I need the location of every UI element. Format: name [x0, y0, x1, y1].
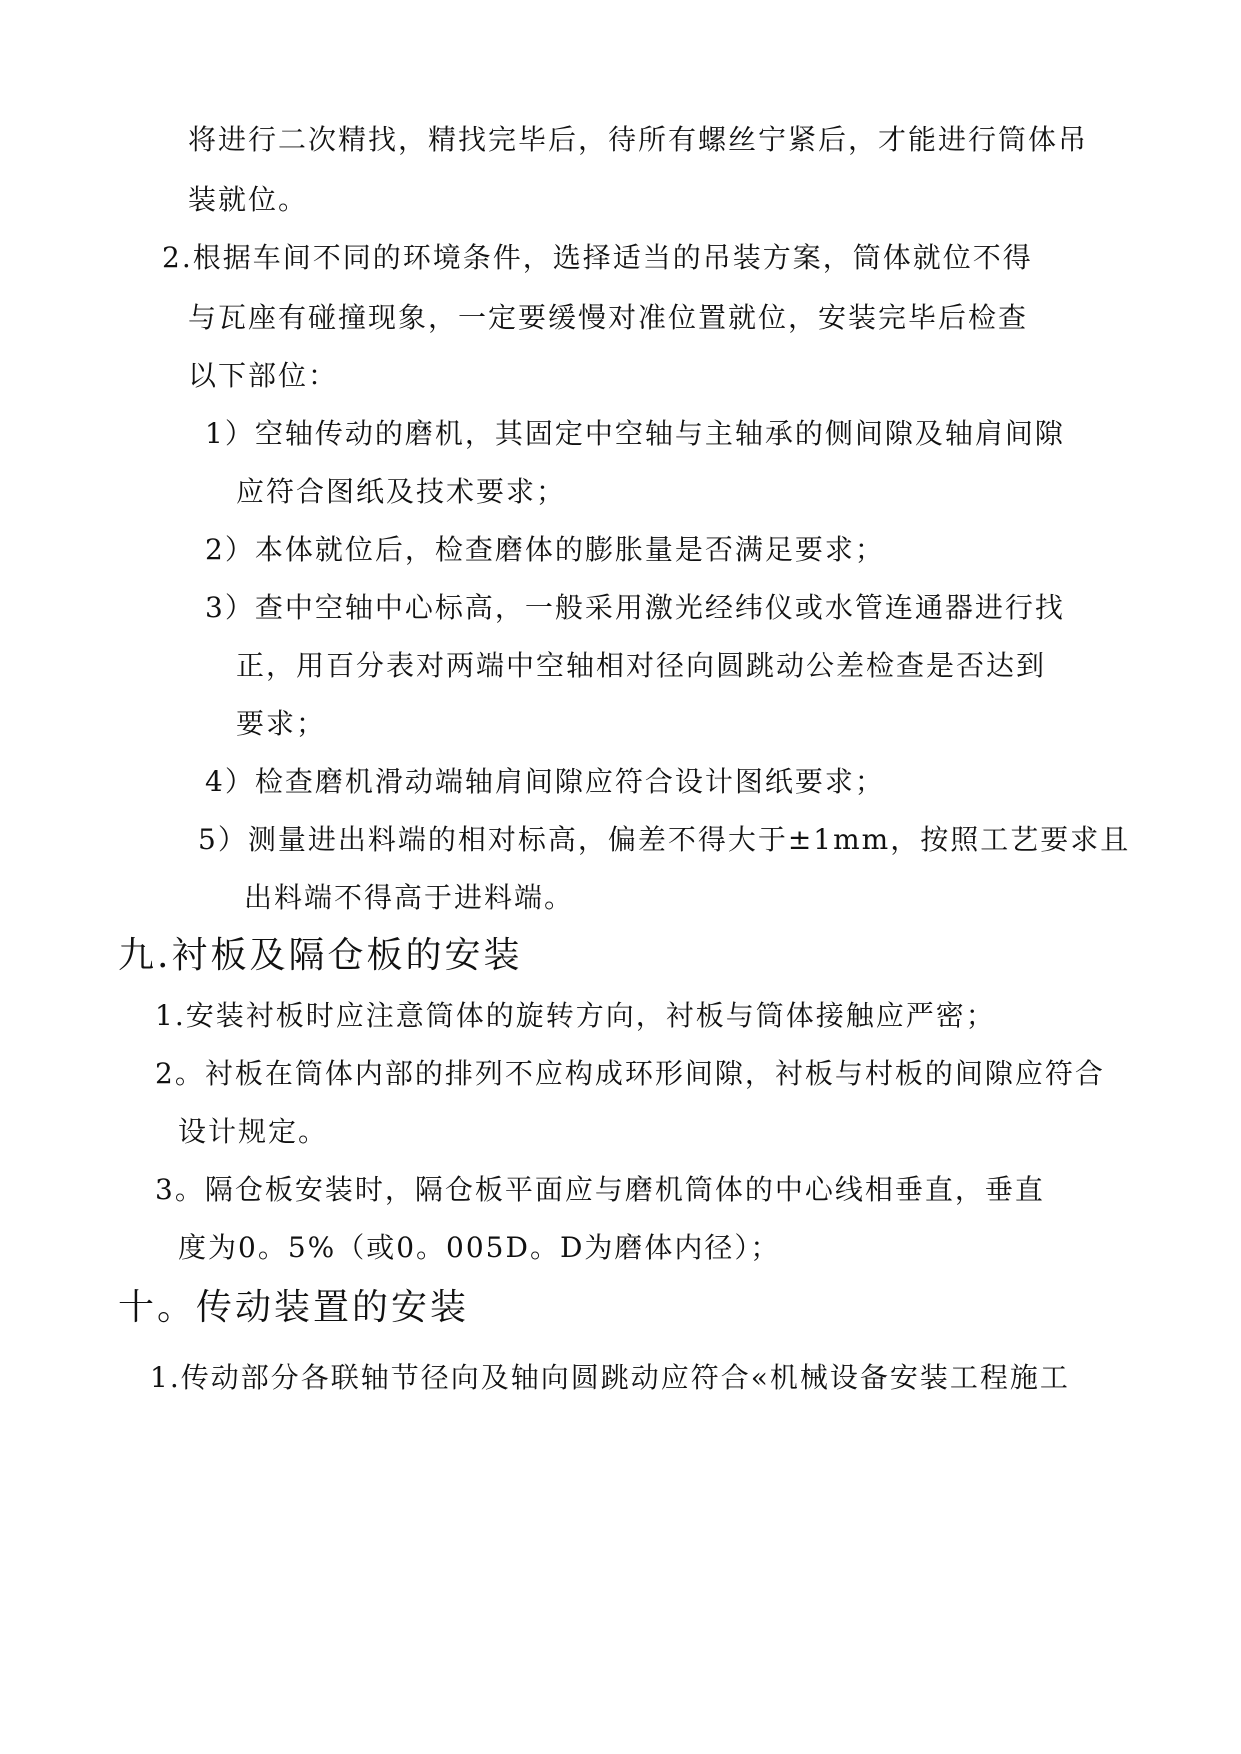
- check-4-line-1: 4）检查磨机滑动端轴肩间隙应符合设计图纸要求；: [205, 765, 885, 798]
- check-1-line-2: 应符合图纸及技术要求；: [236, 475, 567, 508]
- section-10-heading: 十。传动装置的安装: [118, 1287, 470, 1328]
- section-9-para-3-line-2: 度为0。5%（或0。005D。D为磨体内径）；: [178, 1231, 781, 1264]
- check-3-line-3: 要求；: [236, 707, 327, 740]
- intro-line-1: 将进行二次精找，精找完毕后，待所有螺丝宁紧后，才能进行筒体吊: [188, 123, 1089, 156]
- intro-line-2: 装就位。: [188, 183, 309, 216]
- check-5-line-1: 5）测量进出料端的相对标高，偏差不得大于±1mm，按照工艺要求且: [198, 823, 1131, 856]
- check-1-line-1: 1）空轴传动的磨机，其固定中空轴与主轴承的侧间隙及轴肩间隙: [205, 417, 1065, 450]
- section-9-heading: 九.衬板及隔仓板的安装: [118, 935, 523, 976]
- check-5-line-2: 出料端不得高于进料端。: [244, 881, 575, 914]
- check-2-line-1: 2）本体就位后，检查磨体的膨胀量是否满足要求；: [205, 533, 885, 566]
- section-9-para-2-line-2: 设计规定。: [178, 1115, 329, 1148]
- section-9-para-2-line-1: 2。衬板在筒体内部的排列不应构成环形间隙，衬板与村板的间隙应符合: [155, 1057, 1105, 1090]
- item-2-line-3: 以下部位：: [188, 359, 339, 392]
- item-2-line-2: 与瓦座有碰撞现象，一定要缓慢对准位置就位，安装完毕后检查: [188, 301, 1029, 334]
- section-10-para-1: 1.传动部分各联轴节径向及轴向圆跳动应符合«机械设备安装工程施工: [150, 1361, 1070, 1394]
- section-9-para-1: 1.安装衬板时应注意筒体的旋转方向，衬板与筒体接触应严密；: [155, 999, 996, 1032]
- item-2-line-1: 2.根据车间不同的环境条件，选择适当的吊装方案，筒体就位不得: [162, 241, 1033, 274]
- check-3-line-1: 3）查中空轴中心标高，一般采用激光经纬仪或水管连通器进行找: [205, 591, 1065, 624]
- check-3-line-2: 正，用百分表对两端中空轴相对径向圆跳动公差检查是否达到: [236, 649, 1047, 682]
- section-9-para-3-line-1: 3。隔仓板安装时，隔仓板平面应与磨机筒体的中心线相垂直，垂直: [155, 1173, 1045, 1206]
